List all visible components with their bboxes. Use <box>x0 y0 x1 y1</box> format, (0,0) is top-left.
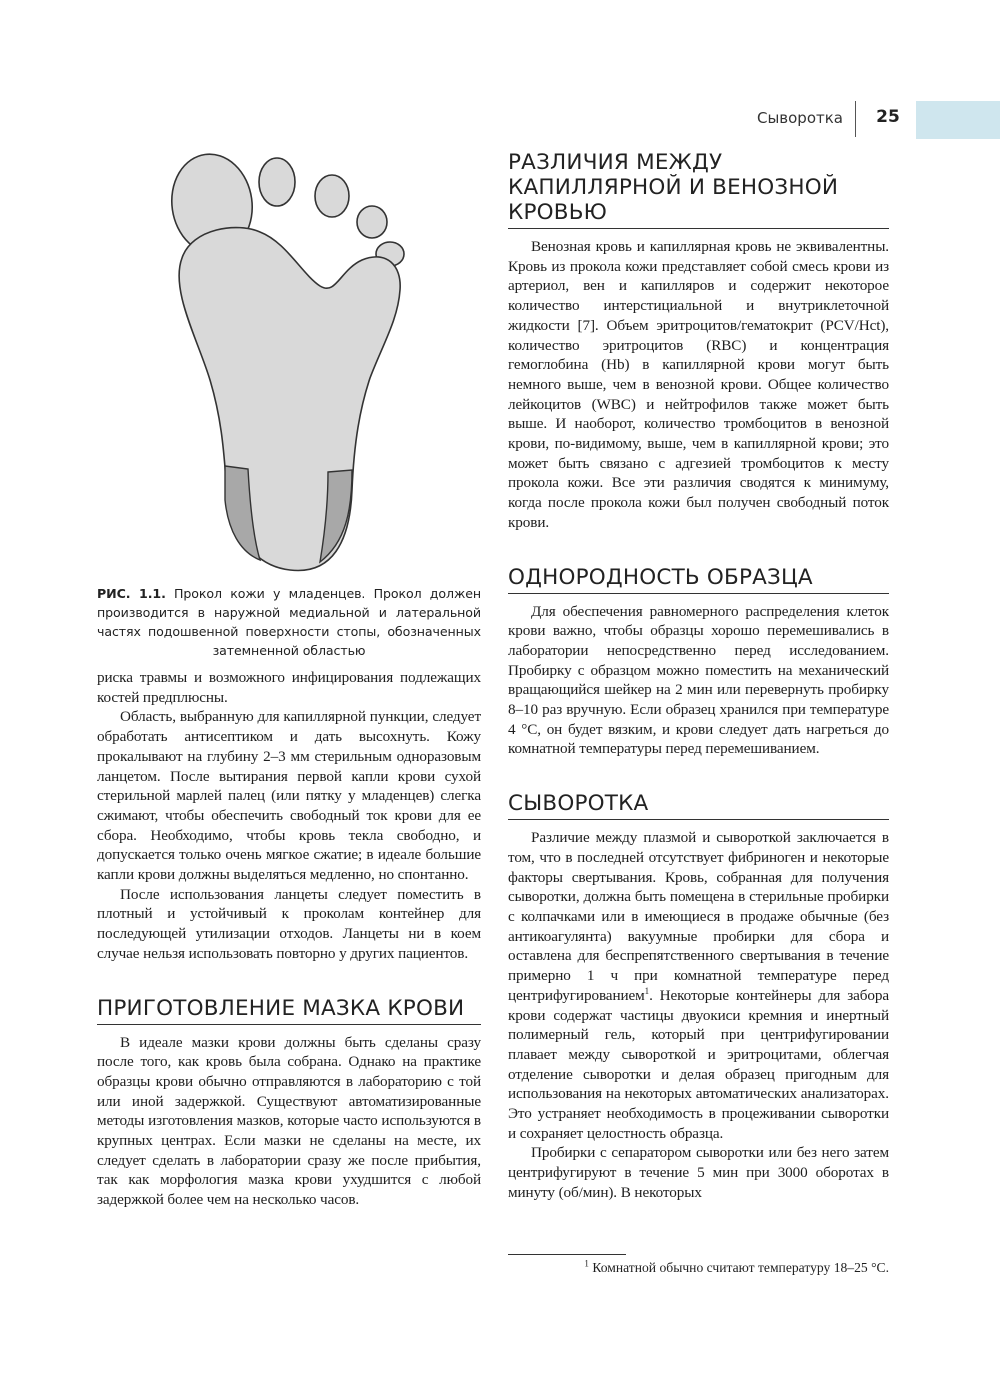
page-number: 25 <box>876 107 900 127</box>
figure-caption <box>97 584 481 660</box>
footnote-marker: 1 <box>644 985 650 996</box>
footnote <box>508 1260 889 1276</box>
paragraph <box>508 828 889 1143</box>
serum-text-a: Различие между плазмой и сывороткой заключается в том, что в последней отсутствует фибриноген и некоторые факторы свертывания. Кровь, собранная для получения сыворотки, должна быть помещена в стерильные пробирки с колпачками или в имеющиеся в продаже обычные (без антикоагулянта) вакуумные пробирки для сбора и оставлена для беспрепятственного свертывания в течение примерно 1 ч при комнатной температуре перед центрифугированием <box>508 829 889 1004</box>
left-column <box>97 668 481 1210</box>
caption-label: РИС. 1.1. <box>97 586 166 601</box>
header-accent-bar <box>916 101 1000 139</box>
section-heading-capillary-venous: РАЗЛИЧИЯ МЕЖДУ КАПИЛЛЯРНОЙ И ВЕНОЗНОЙ КРОВЬЮ <box>508 150 889 229</box>
section-heading-homogeneity: ОДНОРОДНОСТЬ ОБРАЗЦА <box>508 565 889 594</box>
footnote-number: 1 <box>584 1258 589 1269</box>
right-column <box>508 150 889 1203</box>
toe-4 <box>357 206 387 238</box>
toe-2 <box>259 158 295 206</box>
toe-3 <box>315 175 349 217</box>
paragraph: Пробирки с сепаратором сыворотки или без него затем центрифугируют в течение 5 мин при 3000 оборотах в минуту (об/мин). В некоторых <box>508 1144 889 1201</box>
running-title: Сыворотка <box>756 109 843 127</box>
serum-text-b: . Некоторые контейнеры для забора крови содержат частицы двуокиси кремния и инертный полимерный гель, который при центрифугировании плавает между сывороткой и эритроцитами, облегчая отделение сыворотки и делая образец пригодным для использования на некоторых автоматических анализаторах. Это устраняет необходимость в процеживании сыворотки и сохраняет целостность образца. <box>508 986 889 1142</box>
footnote-rule <box>508 1254 626 1255</box>
section-heading-serum: СЫВОРОТКА <box>508 791 889 820</box>
paragraph: Венозная кровь и капиллярная кровь не эквивалентны. Кровь из прокола кожи представляет собой смесь крови из артериол, вен и капилляров и содержит некоторое количество интерстициальной и внутриклеточной жидкости [7]. Объем эритроцитов/гематокрит (PCV/Hct), количество эритроцитов (RBC) и концентрация гемоглобина (Hb) в капиллярной крови могут быть немного выше, чем в венозной крови. Общее количество лейкоцитов (WBC) и нейтрофилов также может быть выше. И наоборот, количество тромбоцитов в венозной крови, по-видимому, выше, чем в капиллярной крови; это может быть связано с адгезией тромбоцитов к месту прокола кожи. Все эти различия сводятся к минимуму, когда после прокола кожи был получен свободный поток крови. <box>508 238 889 531</box>
sole <box>179 228 400 571</box>
caption-text: Прокол кожи у младенцев. Прокол должен производится в наружной медиальной и латеральной частях подошвенной поверхности стопы, обозначенных затемненной областью <box>97 586 481 658</box>
footnote-text: Комнатной обычно считают температуру 18–25 °С. <box>592 1260 889 1275</box>
paragraph: Область, выбранную для капиллярной пункции, следует обработать антисептиком и дать высохнуть. Кожу прокалывают на глубину 2–3 мм стерильным одноразовым ланцетом. После вытирания первой капли крови сухой стерильной марлей палец (или пятку у младенцев) слегка сжимают, чтобы обеспечить свободный ток крови для ее сбора. Необходимо, чтобы кровь текла свободно, и допускается только очень мягкое сжатие; в идеале большие капли крови должны выделяться медленно, но спонтанно. <box>97 708 481 884</box>
paragraph: В идеале мазки крови должны быть сделаны сразу после того, как кровь была собрана. Однако на практике образцы крови обычно отправляются в лабораторию с той или иной задержкой. Существуют автоматизированные методы изготовления мазков, которые часто используются в крупных центрах. Если мазки не сделаны на месте, их следует сделать в лаборатории сразу же после прибытия, так как морфология мазка крови ухудшится с любой задержкой более чем на несколько часов. <box>97 1033 481 1209</box>
section-heading-smear: ПРИГОТОВЛЕНИЕ МАЗКА КРОВИ <box>97 996 481 1025</box>
header-divider <box>855 101 856 137</box>
paragraph-continued: риска травмы и возможного инфицирования подлежащих костей предплюсны. <box>97 669 481 706</box>
foot-sole-illustration <box>150 150 430 580</box>
paragraph: После использования ланцеты следует поместить в плотный и устойчивый к проколам контейнер для последующей утилизации отходов. Ланцеты ни в коем случае нельзя использовать повторно у других пациентов. <box>97 885 481 962</box>
paragraph: Для обеспечения равномерного распределения клеток крови важно, чтобы образцы хорошо перемешивались в лаборатории непосредственно перед исследованием. Пробирку с образцом можно поместить на механический вращающийся шейкер на 2 мин или перевернуть пробирку 8–10 раз вручную. Если образец хранился при температуре 4 °С, он будет вязким, и крови следует дать нагреться до комнатной температуры перед перемешиванием. <box>508 602 889 758</box>
